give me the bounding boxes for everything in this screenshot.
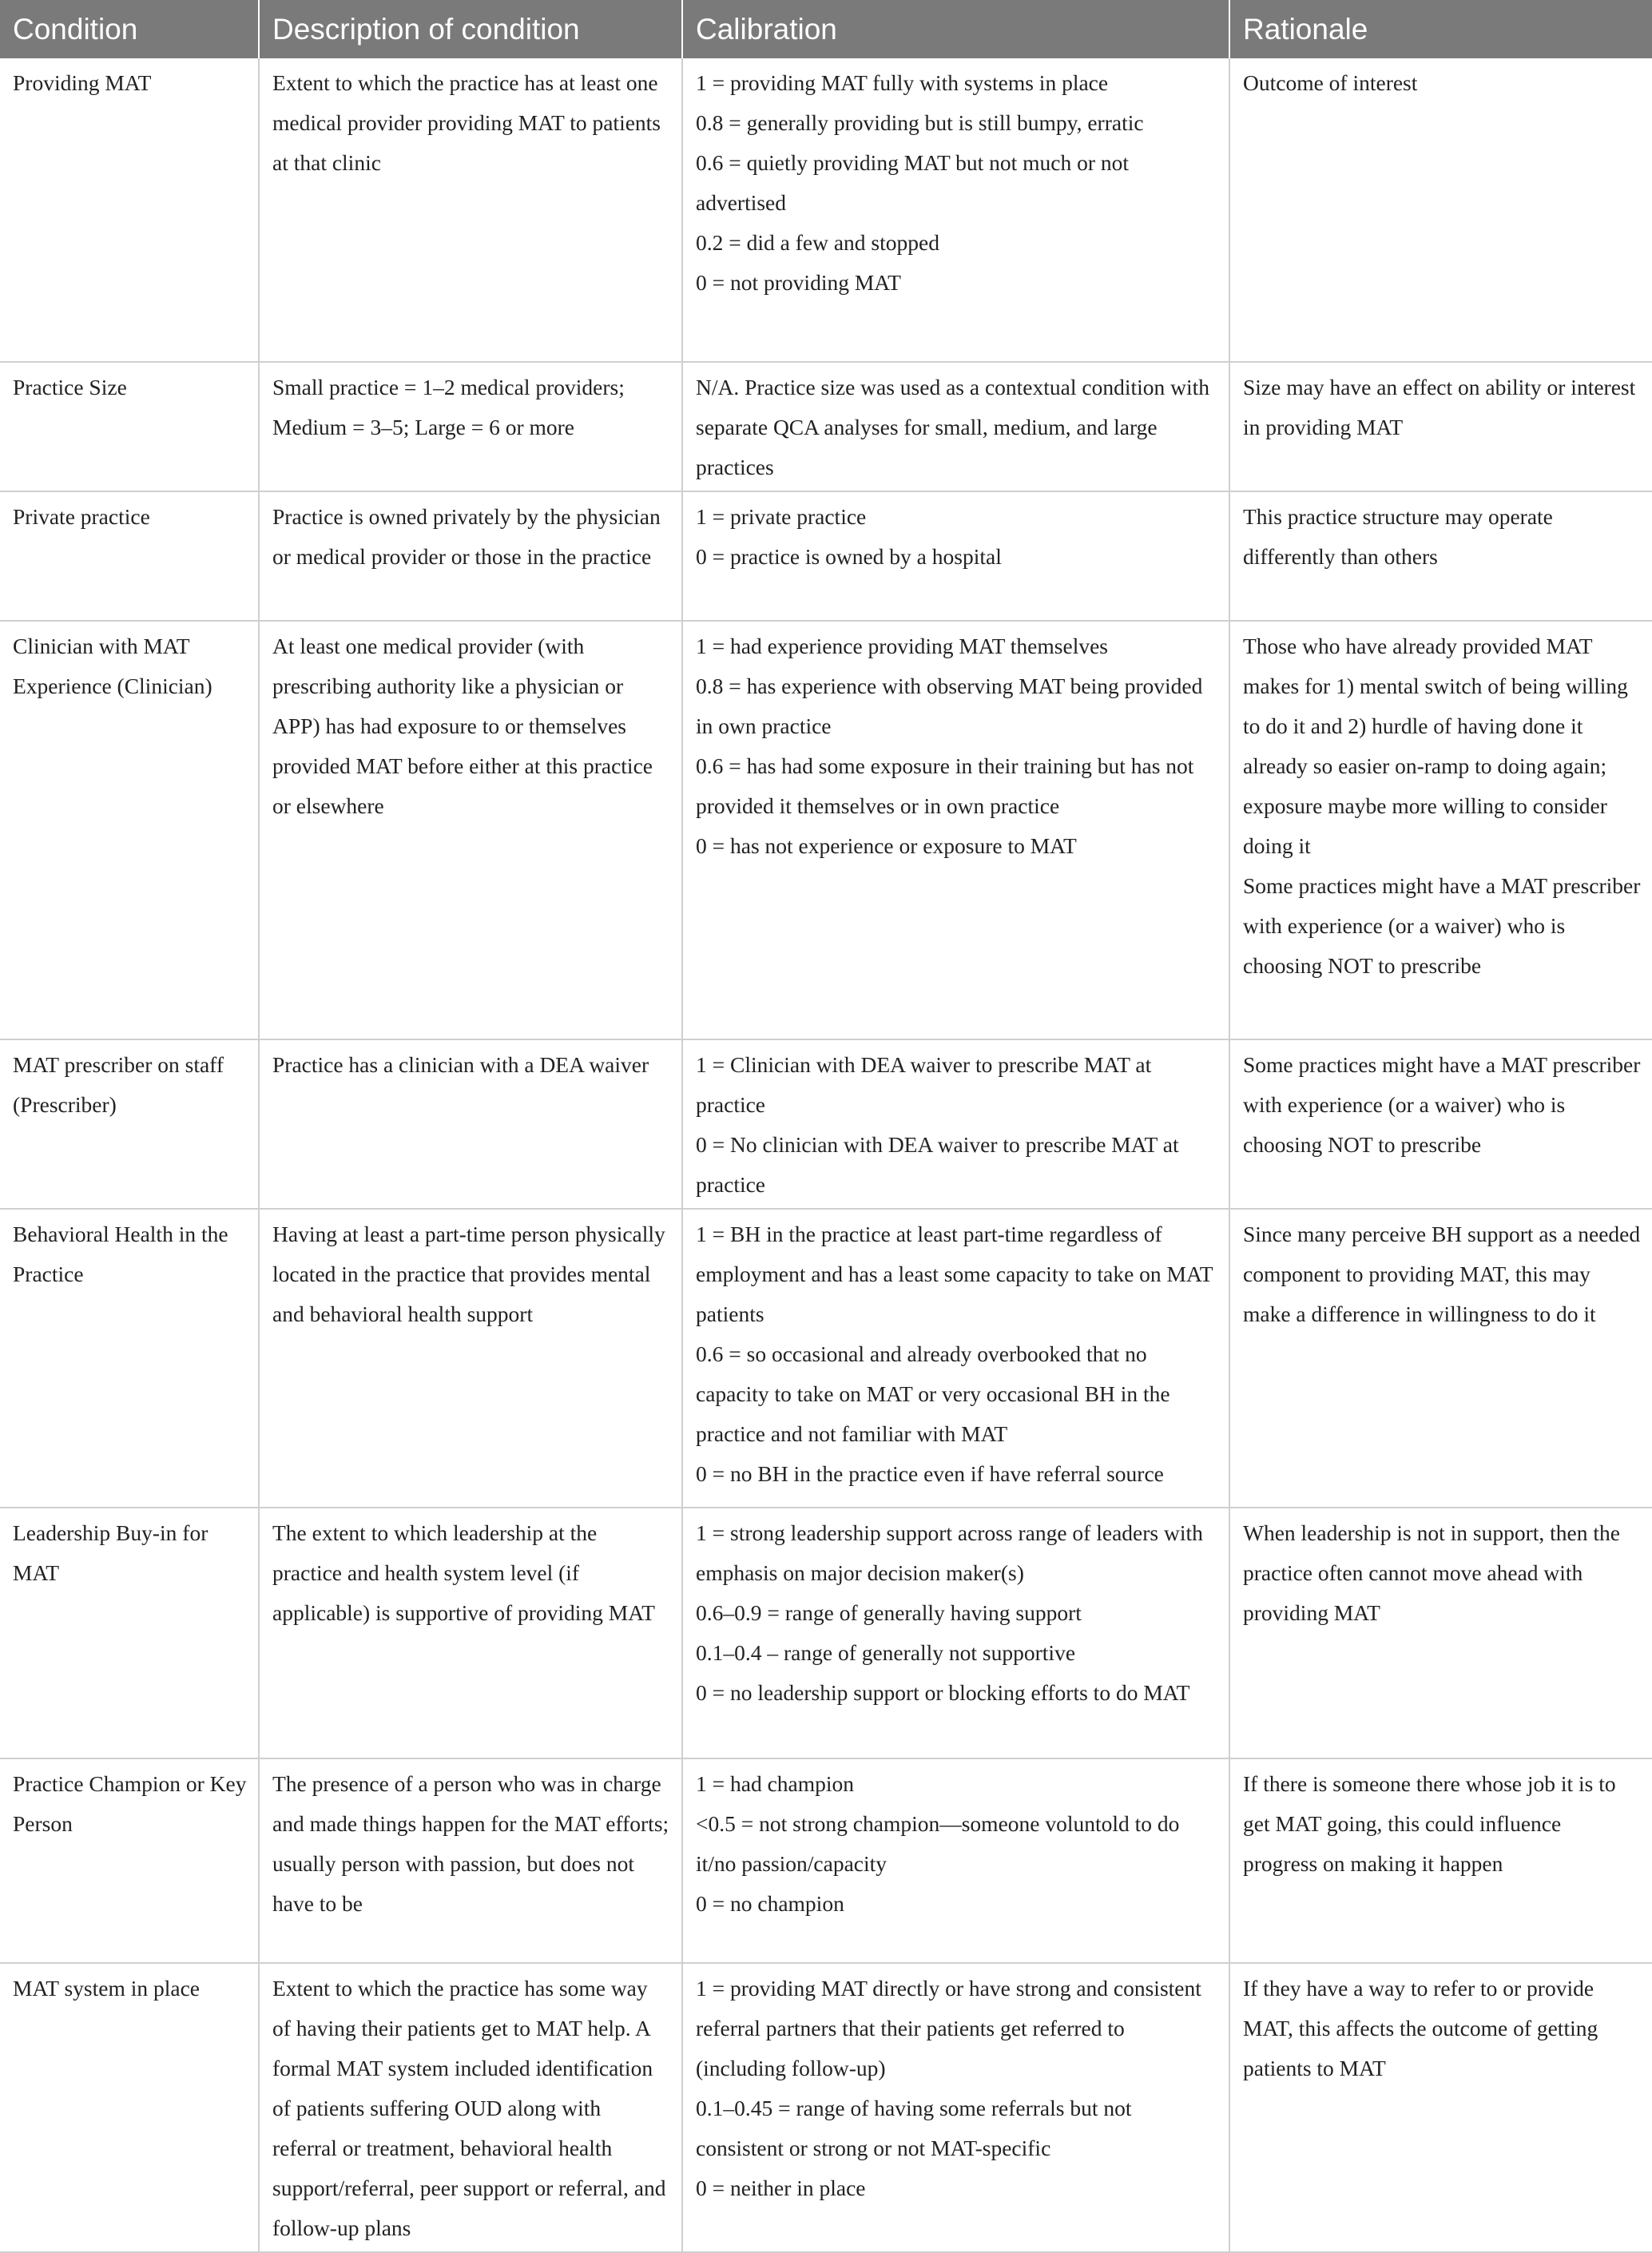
rationale-line: If they have a way to refer to or provide MAT, this affects the outcome of getting patients to MAT	[1243, 1976, 1598, 2080]
header-description: Description of condition	[259, 0, 682, 58]
description-cell: Practice is owned privately by the physician or medical provider or those in the practice	[259, 491, 682, 621]
table-row	[0, 1963, 1652, 2252]
header-rationale: Rationale	[1229, 0, 1652, 58]
condition-cell: MAT prescriber on staff (Prescriber)	[0, 1039, 259, 1209]
calibration-line: 1 = had champion	[696, 1771, 855, 1796]
condition-cell: MAT system in place	[0, 1963, 259, 2252]
table-header	[0, 0, 1652, 58]
description-cell: Extent to which the practice has some way of having their patients get to MAT help. A formal MAT system included identification of patients suffering OUD along with referral or treatment, behavioral health support/referral, peer support or referral, and follow-up plans	[259, 1963, 682, 2252]
description-cell: Having at least a part-time person physically located in the practice that provides mental and behavioral health support	[259, 1209, 682, 1508]
description-cell: Extent to which the practice has at least one medical provider providing MAT to patients at that clinic	[259, 58, 682, 362]
calibration-line: 0.6–0.9 = range of generally having support	[696, 1600, 1082, 1625]
rationale-line: Size may have an effect on ability or interest in providing MAT	[1243, 375, 1636, 439]
table-body	[0, 58, 1652, 2252]
calibration-line: 0.6 = so occasional and already overbooked that no capacity to take on MAT or very occasional BH in the practice and not familiar with MAT	[696, 1341, 1170, 1446]
calibration-line: 1 = providing MAT fully with systems in place	[696, 70, 1109, 95]
description-cell: The presence of a person who was in charge and made things happen for the MAT efforts; usually person with passion, but does not have to be	[259, 1758, 682, 1963]
calibration-cell	[682, 1039, 1229, 1209]
rationale-cell	[1229, 58, 1652, 362]
table-row	[0, 491, 1652, 621]
calibration-line: 0.8 = generally providing but is still bumpy, erratic	[696, 110, 1144, 135]
rationale-cell	[1229, 1209, 1652, 1508]
calibration-cell	[682, 1508, 1229, 1758]
calibration-line: <0.5 = not strong champion—someone voluntold to do it/no passion/capacity	[696, 1811, 1180, 1876]
condition-cell: Providing MAT	[0, 58, 259, 362]
description-cell: Small practice = 1–2 medical providers; Medium = 3–5; Large = 6 or more	[259, 362, 682, 491]
condition-cell: Practice Champion or Key Person	[0, 1758, 259, 1963]
rationale-line: When leadership is not in support, then the practice often cannot move ahead with providing MAT	[1243, 1520, 1620, 1625]
calibration-line: 0.6 = has had some exposure in their training but has not provided it themselves or in own practice	[696, 753, 1194, 818]
calibration-line: 0.2 = did a few and stopped	[696, 230, 939, 255]
description-cell: The extent to which leadership at the practice and health system level (if applicable) is supportive of providing MAT	[259, 1508, 682, 1758]
condition-cell: Practice Size	[0, 362, 259, 491]
condition-cell: Clinician with MAT Experience (Clinician)	[0, 621, 259, 1039]
rationale-line: Outcome of interest	[1243, 70, 1418, 95]
rationale-cell	[1229, 621, 1652, 1039]
calibration-cell	[682, 58, 1229, 362]
calibration-line: 1 = Clinician with DEA waiver to prescribe MAT at practice	[696, 1052, 1152, 1117]
calibration-line: 0 = no BH in the practice even if have referral source	[696, 1461, 1164, 1486]
calibration-line: 0 = has not experience or exposure to MAT	[696, 833, 1077, 858]
calibration-line: 1 = providing MAT directly or have strong and consistent referral partners that their patients get referred to (including follow-up)	[696, 1976, 1201, 2080]
calibration-cell	[682, 362, 1229, 491]
calibration-line: 0 = no leadership support or blocking efforts to do MAT	[696, 1680, 1190, 1705]
rationale-line: If there is someone there whose job it is to get MAT going, this could influence progress on making it happen	[1243, 1771, 1616, 1876]
calibration-line: 0 = no champion	[696, 1891, 844, 1916]
table-row	[0, 1758, 1652, 1963]
rationale-line: Those who have already provided MAT makes for 1) mental switch of being willing to do it and 2) hurdle of having done it already so easier on-ramp to doing again; exposure maybe more willing to consider doing it	[1243, 634, 1628, 858]
table-row	[0, 1209, 1652, 1508]
header-row	[0, 0, 1652, 58]
rationale-line: Some practices might have a MAT prescriber with experience (or a waiver) who is choosing NOT to prescribe	[1243, 873, 1641, 978]
rationale-cell	[1229, 1758, 1652, 1963]
calibration-line: 1 = BH in the practice at least part-time regardless of employment and has a least some capacity to take on MAT patients	[696, 1222, 1213, 1326]
table-row	[0, 1039, 1652, 1209]
rationale-cell	[1229, 1508, 1652, 1758]
condition-cell: Private practice	[0, 491, 259, 621]
calibration-line: 1 = strong leadership support across range of leaders with emphasis on major decision maker(s)	[696, 1520, 1203, 1585]
table-row	[0, 1508, 1652, 1758]
calibration-line: 0.1–0.45 = range of having some referrals but not consistent or strong or not MAT-specific	[696, 2096, 1132, 2160]
rationale-cell	[1229, 362, 1652, 491]
calibration-line: 0.1–0.4 – range of generally not supportive	[696, 1640, 1076, 1665]
rationale-line: Since many perceive BH support as a needed component to providing MAT, this may make a difference in willingness to do it	[1243, 1222, 1641, 1326]
calibration-line: 0 = not providing MAT	[696, 270, 901, 295]
calibration-line: 0 = No clinician with DEA waiver to prescribe MAT at practice	[696, 1132, 1179, 1197]
calibration-cell	[682, 1758, 1229, 1963]
rationale-cell	[1229, 1963, 1652, 2252]
table-row	[0, 58, 1652, 362]
calibration-line: 1 = private practice	[696, 504, 867, 529]
calibration-cell	[682, 491, 1229, 621]
calibration-cell	[682, 1963, 1229, 2252]
calibration-cell	[682, 621, 1229, 1039]
rationale-cell	[1229, 1039, 1652, 1209]
table-row	[0, 362, 1652, 491]
table-row	[0, 621, 1652, 1039]
calibration-cell	[682, 1209, 1229, 1508]
description-cell: Practice has a clinician with a DEA waiver	[259, 1039, 682, 1209]
calibration-line: 0.8 = has experience with observing MAT being provided in own practice	[696, 674, 1203, 738]
calibration-line: N/A. Practice size was used as a contextual condition with separate QCA analyses for small, medium, and large practices	[696, 375, 1210, 479]
calibration-line: 0 = neither in place	[696, 2176, 866, 2200]
description-cell: At least one medical provider (with prescribing authority like a physician or APP) has had exposure to or themselves provided MAT before either at this practice or elsewhere	[259, 621, 682, 1039]
header-calibration: Calibration	[682, 0, 1229, 58]
rationale-line: This practice structure may operate differently than others	[1243, 504, 1553, 569]
calibration-line: 0.6 = quietly providing MAT but not much or not advertised	[696, 150, 1130, 215]
rationale-cell	[1229, 491, 1652, 621]
calibration-line: 0 = practice is owned by a hospital	[696, 544, 1002, 569]
rationale-line: Some practices might have a MAT prescriber with experience (or a waiver) who is choosing NOT to prescribe	[1243, 1052, 1641, 1157]
header-condition: Condition	[0, 0, 259, 58]
calibration-line: 1 = had experience providing MAT themselves	[696, 634, 1108, 658]
condition-cell: Leadership Buy-in for MAT	[0, 1508, 259, 1758]
condition-cell: Behavioral Health in the Practice	[0, 1209, 259, 1508]
